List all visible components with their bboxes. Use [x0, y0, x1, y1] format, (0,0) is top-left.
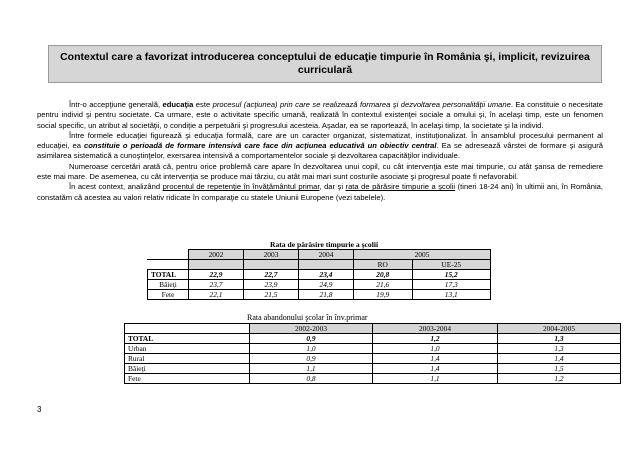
table1-cell: 19,9: [354, 290, 413, 300]
table1-cell: 17,3: [412, 280, 490, 290]
table1-cell: 24,9: [299, 280, 354, 290]
table2-year-header: 2003-2004: [373, 324, 498, 334]
section-title-text: Contextul care a favorizat introducerea conceptului de educaţie timpurie în România şi, implicit, revizuirea curriculară: [60, 51, 590, 76]
table2-row-label: Urban: [125, 344, 250, 354]
table-row: [148, 270, 491, 280]
table-row: [125, 344, 621, 354]
p1-term-educatia: educaţia: [162, 100, 194, 109]
table2-cell: 1,4: [498, 354, 621, 364]
table2-cell: 1,5: [498, 364, 621, 374]
paragraph-4: [37, 182, 603, 203]
p1-text-a: Într-o accepţiune generală,: [69, 100, 163, 109]
p1-text-e: . Ea constituie o necesitate pentru individ şi pentru societate. Ca urmare, este o activitate specific umană, realizată în contextul existenţei sociale a omului şi, în acelaşi timp, este un fenomen social specific, un atribut al societăţii, o condiţie a perpetuării şi progresului acesteia. Aşadar, ea se raportează, în acelaşi timp, la societate şi la individ.: [37, 100, 604, 130]
table2-cell: 1,4: [373, 364, 498, 374]
table2-cell: 1,3: [498, 344, 621, 354]
paragraph-1: [37, 100, 603, 131]
table1-subheader: UE-25: [412, 260, 490, 270]
table1-row-label: Fete: [148, 290, 189, 300]
table2-row-label: TOTAL: [125, 334, 250, 344]
table2-cell: 1,0: [250, 344, 373, 354]
table-row: [125, 374, 621, 384]
table-row: [148, 280, 491, 290]
p1-text-c: este: [193, 100, 213, 109]
table2-cell: 1,2: [373, 334, 498, 344]
table2-header-row: [125, 324, 621, 334]
table1-header-row: [148, 250, 491, 260]
table1-year-header: 2003: [244, 250, 299, 260]
table1-empty-cell: [148, 260, 189, 270]
table1-year-header: 2002: [189, 250, 244, 260]
table2-cell: 0,9: [250, 334, 373, 344]
table1-year-header: 2004: [299, 250, 354, 260]
table2-row-label: Fete: [125, 374, 250, 384]
table1-row-label: TOTAL: [148, 270, 189, 280]
table1-cell: 21,6: [354, 280, 413, 290]
table1-cell: 23,7: [189, 280, 244, 290]
table-row: [125, 354, 621, 364]
p2-text-a: Între formele educaţiei figurează şi educaţia formală, care are un caracter organizat, sistematizat, instituţionalizat. În ansamblul procesului permanent al educaţiei, ea: [37, 130, 603, 151]
paragraph-3: Numeroase cercetări arată că, pentru orice problemă care apare în dezvoltarea unui copil, cu cât intervenţia este mai timpurie, cu atât şansa de remediere este mai mare. De asemenea, cu cât intervenţia se produce mai târziu, cu atât mai mari sunt costurile asociate şi progresul poate fi nefavorabil.: [37, 161, 603, 182]
table1-cell: 13,1: [412, 290, 490, 300]
table2-row-label: Băieţi: [125, 364, 250, 374]
p2-emphasis: constituie o perioadă de formare intensivă care face din acţiunea educativă un obiectiv central: [84, 141, 437, 151]
table1-cell: 21,5: [244, 290, 299, 300]
p4-underlined-parasire: rata de părăsire timpurie a şcolii: [345, 182, 456, 192]
table2-cell: 1,1: [373, 374, 498, 384]
table1-row-label: Băieţi: [148, 280, 189, 290]
table1-empty-cell: [189, 260, 244, 270]
table2-row-label: Rural: [125, 354, 250, 364]
table2-corner-cell: [125, 324, 250, 334]
table1-cell: 20,8: [354, 270, 413, 280]
table1-cell: 15,2: [412, 270, 490, 280]
table2-cell: 1,0: [373, 344, 498, 354]
table1-subheader-row: [148, 260, 491, 270]
table2-caption: Rata abandonului şcolar în înv.primar: [247, 313, 368, 322]
table2-cell: 1,3: [498, 334, 621, 344]
p2-text-c: . Ea se adresează vârstei de formare şi asigură asimilarea sistematică a cunoştinţelor, exersarea intensivă a comportamentelor sociale şi dezvoltarea capacităţilor individuale.: [37, 141, 604, 161]
table-row: [148, 290, 491, 300]
table2-cell: 1,2: [498, 374, 621, 384]
table-row: [125, 364, 621, 374]
table-primary-dropout: [124, 323, 621, 384]
table1-cell: 23,9: [244, 280, 299, 290]
table2-cell: 0,9: [250, 354, 373, 364]
table1-empty-cell: [244, 260, 299, 270]
table1-caption: Rata de părăsire timpurie a şcolii: [270, 240, 379, 249]
paragraph-2: [37, 131, 603, 162]
table-row: [125, 334, 621, 344]
table1-cell: 22,7: [244, 270, 299, 280]
table2-cell: 0,8: [250, 374, 373, 384]
table2-cell: 1,4: [373, 354, 498, 364]
p1-definition: procesul (acţiunea) prin care se realizează formarea şi dezvoltarea personalităţii umane: [212, 100, 511, 109]
table1-cell: 22,9: [189, 270, 244, 280]
table2-cell: 1,1: [250, 364, 373, 374]
p4-text-e: (tineri 18-24 ani) în ultimii ani, în România, constatăm că acestea au valori relativ ridicate în comparaţie cu statele Uniunii Europene (vezi tabelele).: [37, 182, 604, 202]
p4-underlined-repetentie: procentul de repetenţie în învăţământul primar: [162, 182, 320, 192]
table1-corner-cell: [148, 250, 189, 260]
p4-text-a: În acest context, analizând: [69, 182, 163, 192]
body-text: [37, 100, 603, 203]
p4-text-c: , dar şi: [319, 182, 346, 192]
section-title: [48, 45, 602, 83]
table2-year-header: 2002-2003: [250, 324, 373, 334]
table-early-school-leaving: [147, 249, 491, 300]
table1-year-header: 2005: [354, 250, 491, 260]
table1-empty-cell: [299, 260, 354, 270]
table2-year-header: 2004-2005: [498, 324, 621, 334]
table1-cell: 21,8: [299, 290, 354, 300]
table1-cell: 23,4: [299, 270, 354, 280]
page-number: 3: [37, 405, 42, 414]
table1-cell: 22,1: [189, 290, 244, 300]
table1-subheader: RO: [354, 260, 413, 270]
